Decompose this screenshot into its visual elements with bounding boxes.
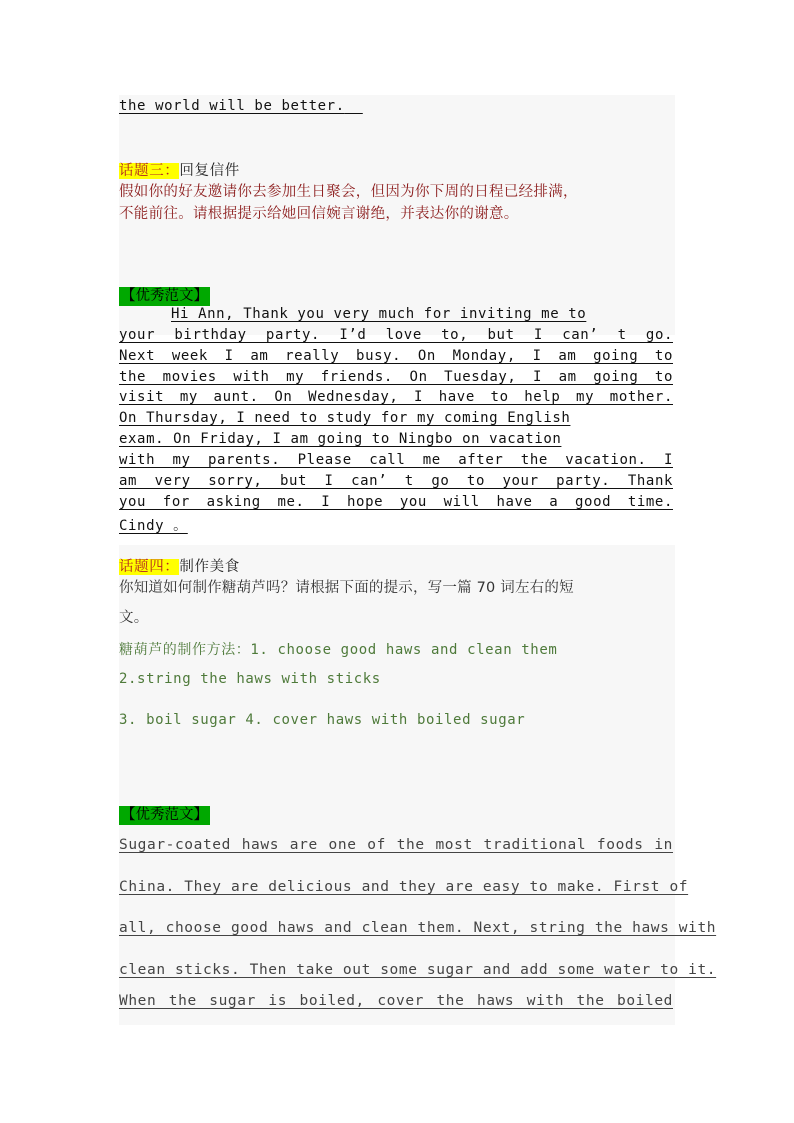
essay-line: Cindy 。 (119, 518, 188, 534)
essay-line: with my parents. Please call me after the vacation. I (119, 452, 673, 468)
continuation-text: the world will be better. (119, 98, 345, 114)
essay-line: you for asking me. I hope you will have a good time. (119, 494, 673, 510)
topic4-prompt-line: 文。 (119, 610, 149, 626)
essay-line: exam. On Friday, I am going to Ningbo on vacation (119, 431, 562, 447)
essay-line: China. They are delicious and they are easy to make. First of (119, 879, 689, 895)
essay-line: am very sorry, but I can’ t go to your party. Thank (119, 473, 673, 489)
topic3-prompt-line: 假如你的好友邀请你去参加生日聚会，但因为你下周的日程已经排满， (119, 184, 578, 200)
continuation-line (119, 98, 363, 114)
document-page (119, 0, 717, 1123)
topic4-heading (119, 555, 240, 576)
topic4-label: 话题四： (119, 559, 180, 575)
topic4-title: 制作美食 (179, 559, 240, 575)
essay-line: Sugar-coated haws are one of the most traditional foods in (119, 837, 673, 853)
essay-line: clean sticks. Then take out some sugar and add some water to it. (119, 962, 717, 978)
essay-line: Next week I am really busy. On Monday, I am going to (119, 348, 673, 364)
topic3-heading (119, 159, 240, 180)
sample1-heading (119, 284, 210, 305)
essay-line: your birthday party. I’d love to, but I can’ t go. (119, 327, 673, 343)
essay-line: visit my aunt. On Wednesday, I have to help my mother. (119, 389, 673, 405)
topic3-title: 回复信件 (179, 163, 240, 179)
sample-badge: 【优秀范文】 (121, 807, 208, 823)
topic4-hint-line: 2.string the haws with sticks (119, 671, 381, 687)
essay-line: all, choose good haws and clean them. Next, string the haws with (119, 920, 717, 936)
topic3-label: 话题三： (119, 163, 180, 179)
essay-line: Hi Ann, Thank you very much for inviting me to (171, 306, 587, 322)
topic4-hint-line: 糖葫芦的制作方法：1. choose good haws and clean them (119, 642, 558, 658)
essay-line: When the sugar is boiled, cover the haws with the boiled (119, 993, 673, 1009)
shaded-region (119, 545, 717, 1025)
essay-line: On Thursday, I need to study for my coming English (119, 410, 571, 426)
topic3-prompt-line: 不能前往。请根据提示给她回信婉言谢绝，并表达你的谢意。 (119, 206, 519, 222)
sample2-heading (119, 803, 210, 824)
sample-badge: 【优秀范文】 (121, 288, 208, 304)
topic4-hint-line: 3. boil sugar 4. cover haws with boiled sugar (119, 712, 526, 728)
topic4-prompt-line: 你知道如何制作糖葫芦吗？请根据下面的提示，写一篇 70 词左右的短 (119, 580, 574, 596)
essay-line: the movies with my friends. On Tuesday, I am going to (119, 369, 673, 385)
